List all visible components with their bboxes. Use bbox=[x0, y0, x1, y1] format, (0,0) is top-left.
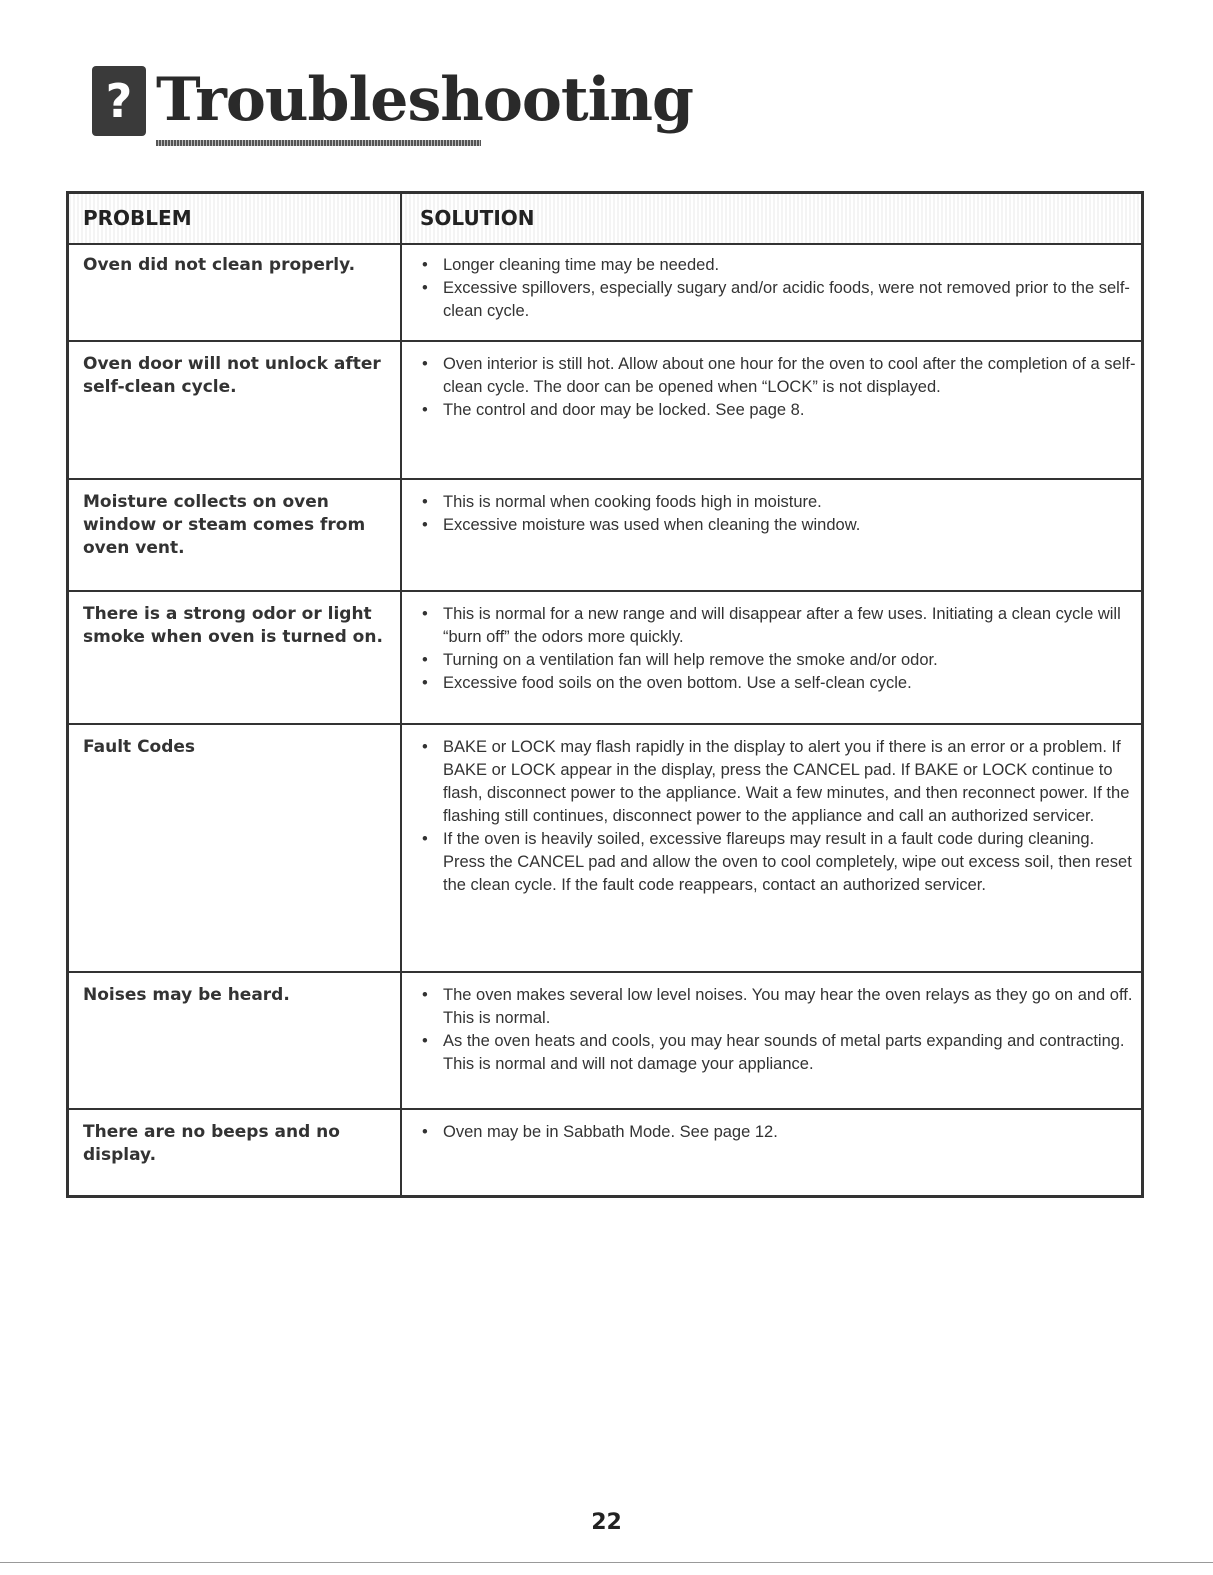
problem-cell: There is a strong odor or light smoke when oven is turned on. bbox=[83, 604, 383, 647]
solution-item: • BAKE or LOCK may flash rapidly in the display to alert you if there is an error or a problem. If BAKE or LOCK appear in the display, press the CANCEL pad. If BAKE or LOCK continue to flash, disconnect power to the appliance. Wait a few minutes, and then reconnect power. If the flashing still continues, disconnect power to the appliance and call an authorized servicer. bbox=[420, 736, 1140, 828]
problem-cell: Moisture collects on oven window or steam comes from oven vent. bbox=[83, 492, 366, 558]
solution-list bbox=[420, 736, 1140, 897]
table-row bbox=[69, 243, 1141, 342]
header-problem: PROBLEM bbox=[83, 206, 192, 230]
solution-item: • Excessive moisture was used when cleaning the window. bbox=[420, 514, 1140, 537]
solution-item: • If the oven is heavily soiled, excessive flareups may result in a fault code during cleaning. Press the CANCEL pad and allow the oven to cool completely, wipe out excess soil, then reset the clean cycle. If the fault code reappears, contact an authorized servicer. bbox=[420, 828, 1140, 897]
problem-cell: There are no beeps and no display. bbox=[83, 1122, 340, 1165]
solution-item: • As the oven heats and cools, you may hear sounds of metal parts expanding and contracting. This is normal and will not damage your appliance. bbox=[420, 1030, 1140, 1076]
title-underline bbox=[156, 140, 481, 146]
solution-list bbox=[420, 254, 1140, 323]
page-title: Troubleshooting bbox=[156, 65, 693, 135]
solution-item: • This is normal for a new range and will disappear after a few uses. Initiating a clean cycle will “burn off” the odors more quickly. bbox=[420, 603, 1140, 649]
solution-list bbox=[420, 1121, 1140, 1144]
problem-cell: Noises may be heard. bbox=[83, 985, 290, 1005]
solution-item: • Excessive food soils on the oven bottom. Use a self-clean cycle. bbox=[420, 672, 1140, 695]
solution-item: • This is normal when cooking foods high in moisture. bbox=[420, 491, 1140, 514]
table-row bbox=[69, 1110, 1141, 1198]
solution-list bbox=[420, 603, 1140, 695]
table-row bbox=[69, 592, 1141, 725]
solution-item: • Excessive spillovers, especially sugary and/or acidic foods, were not removed prior to the self-clean cycle. bbox=[420, 277, 1140, 323]
problem-cell: Oven did not clean properly. bbox=[83, 255, 356, 275]
table-row bbox=[69, 342, 1141, 480]
solution-item: • The oven makes several low level noises. You may hear the oven relays as they go on and off. This is normal. bbox=[420, 984, 1140, 1030]
header-solution: SOLUTION bbox=[420, 206, 535, 230]
problem-cell: Fault Codes bbox=[83, 737, 196, 757]
solution-item: • The control and door may be locked. See page 8. bbox=[420, 399, 1140, 422]
table-row bbox=[69, 973, 1141, 1110]
solution-list bbox=[420, 491, 1140, 537]
question-mark-icon: ? bbox=[92, 66, 146, 136]
solution-item: • Longer cleaning time may be needed. bbox=[420, 254, 1140, 277]
table-row bbox=[69, 480, 1141, 592]
solution-item: • Oven may be in Sabbath Mode. See page 12. bbox=[420, 1121, 1140, 1144]
page-header bbox=[92, 60, 693, 150]
solution-list bbox=[420, 353, 1140, 422]
page-number: 22 bbox=[591, 1510, 622, 1535]
solution-item: • Oven interior is still hot. Allow about one hour for the oven to cool after the completion of a self-clean cycle. The door can be opened when “LOCK” is not displayed. bbox=[420, 353, 1140, 399]
table-header-row bbox=[69, 194, 1141, 245]
column-divider bbox=[400, 194, 402, 1195]
table-row bbox=[69, 725, 1141, 973]
troubleshooting-table bbox=[66, 191, 1144, 1198]
bottom-rule bbox=[0, 1562, 1213, 1563]
solution-item: • Turning on a ventilation fan will help remove the smoke and/or odor. bbox=[420, 649, 1140, 672]
solution-list bbox=[420, 984, 1140, 1076]
problem-cell: Oven door will not unlock after self-clean cycle. bbox=[83, 354, 381, 397]
